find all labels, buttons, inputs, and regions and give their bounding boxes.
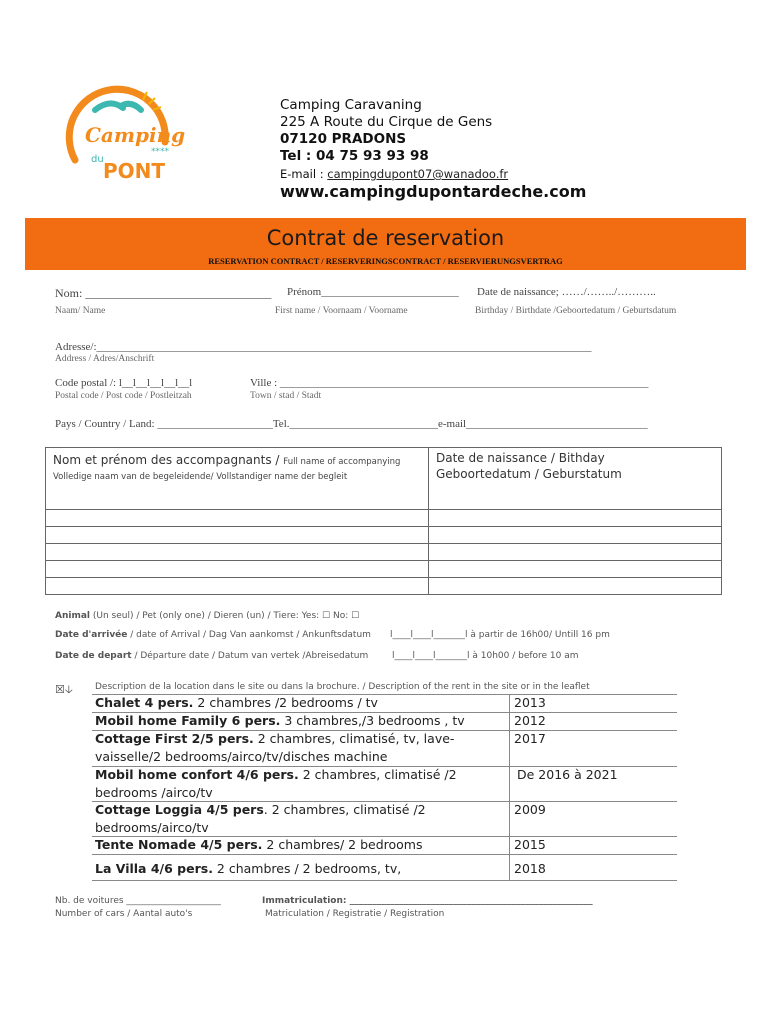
nom-sublabel: Naam/ Name xyxy=(55,306,106,316)
departure-date-field[interactable]: l____l____l_______l à 10h00 / before 10 am xyxy=(392,651,579,661)
email-label: E-mail : xyxy=(280,167,328,181)
nom-field[interactable]: Nom: _______________________________ xyxy=(55,286,272,300)
phone-line: Tel : 04 75 93 93 98 xyxy=(280,148,429,164)
logo-camping-text: Camping xyxy=(85,123,185,147)
country-tel-email-field[interactable]: Pays / Country / Land: _____________________Tel.___________________________e-mail_________________________________ xyxy=(55,418,648,430)
birthdate-sublabel: Birthday / Birthdate /Geboortedatum / Geburtsdatum xyxy=(475,306,677,316)
companions-name-subheader: Volledige naam van de begeleidende/ Vollstandiger name der begleit xyxy=(53,472,348,482)
email-link[interactable]: campingdupont07@wanadoo.fr xyxy=(327,167,509,181)
rental-year: 2013 xyxy=(514,695,546,710)
rental-year: 2015 xyxy=(514,837,546,852)
companion-birth-cell[interactable] xyxy=(429,527,722,544)
departure-label: Date de depart / Départure date / Datum van vertek /Abreisedatum xyxy=(55,651,369,661)
contract-subtitle: RESERVATION CONTRACT / RESERVERINGSCONTRACT / RESERVIERUNGSVERTRAG xyxy=(208,256,563,266)
birthdate-field[interactable]: Date de naissance; ……/……../……….. xyxy=(477,286,656,298)
checkbox-arrow-icon: ☒🡣 xyxy=(55,684,73,696)
companion-birth-cell[interactable] xyxy=(429,561,722,578)
postal-code-sublabel: Postal code / Post code / Postleitzah xyxy=(55,391,192,401)
street-address: 225 A Route du Cirque de Gens xyxy=(280,114,493,130)
companion-name-cell[interactable] xyxy=(46,578,429,595)
companions-birth-header: Date de naissance / Bithday Geboortedatum / Geburstatum xyxy=(429,448,722,510)
table-row xyxy=(46,527,722,544)
companions-name-header: Nom et prénom des accompagnants / Full name of accompanying Volledige naam van de begeleidende/ Vollstandiger name der begleit xyxy=(46,448,429,510)
registration-sublabel: Matriculation / Registratie / Registration xyxy=(265,909,445,919)
companion-birth-cell[interactable] xyxy=(429,544,722,561)
registration-field[interactable]: Immatriculation: ______________________________________________________ xyxy=(262,896,593,906)
companion-name-cell[interactable] xyxy=(46,544,429,561)
logo-pont-text: PONT xyxy=(103,159,166,183)
companion-birth-cell[interactable] xyxy=(429,510,722,527)
companion-name-cell[interactable] xyxy=(46,510,429,527)
animal-line[interactable]: Animal (Un seul) / Pet (only one) / Dieren (un) / Tiere: Yes: ☐ No: ☐ xyxy=(55,611,360,621)
arrival-date-field[interactable]: l____l____l_______l à partir de 16h00/ Untill 16 pm xyxy=(390,630,610,640)
cars-field[interactable]: Nb. de voitures _____________________ xyxy=(55,896,221,906)
companion-name-cell[interactable] xyxy=(46,527,429,544)
website-link[interactable]: www.campingdupontardeche.com xyxy=(280,182,587,201)
companions-table xyxy=(45,447,722,595)
rent-description-label: Description de la location dans le site ou dans la brochure. / Description of the rent in the site or in the leaflet xyxy=(95,682,590,692)
address-field[interactable]: Adresse/:__________________________________________________________________________________________ xyxy=(55,341,592,353)
prenom-sublabel: First name / Voornaam / Voorname xyxy=(275,306,408,316)
camping-name: Camping Caravaning xyxy=(280,97,422,113)
rental-year: 2018 xyxy=(514,861,546,876)
town-sublabel: Town / stad / Stadt xyxy=(250,391,322,401)
town-field[interactable]: Ville : ___________________________________________________________________ xyxy=(250,377,649,389)
rental-year: 2012 xyxy=(514,713,546,728)
table-row xyxy=(46,578,722,595)
postal-code-field[interactable]: Code postal /: l__l__l__l__l__l xyxy=(55,377,193,389)
logo-du-text: du xyxy=(91,154,104,165)
companion-birth-cell[interactable] xyxy=(429,578,722,595)
companion-name-cell[interactable] xyxy=(46,561,429,578)
contract-title: Contrat de reservation xyxy=(266,226,505,250)
table-row xyxy=(46,510,722,527)
camping-logo xyxy=(55,80,185,210)
table-row xyxy=(46,544,722,561)
cars-sublabel: Number of cars / Aantal auto's xyxy=(55,909,193,919)
contract-banner xyxy=(25,218,746,270)
rental-year: 2017 xyxy=(514,731,546,746)
table-row xyxy=(46,561,722,578)
arrival-label: Date d'arrivée / date of Arrival / Dag Van aankomst / Ankunftsdatum xyxy=(55,630,371,640)
logo-stars: **** xyxy=(151,147,169,157)
rental-year: 2009 xyxy=(514,802,546,817)
email-line xyxy=(280,166,508,183)
rental-year: De 2016 à 2021 xyxy=(517,767,618,782)
city-line: 07120 PRADONS xyxy=(280,131,407,147)
address-sublabel: Address / Adres/Anschrift xyxy=(55,354,155,364)
prenom-field[interactable]: Prénom_________________________ xyxy=(287,286,459,298)
